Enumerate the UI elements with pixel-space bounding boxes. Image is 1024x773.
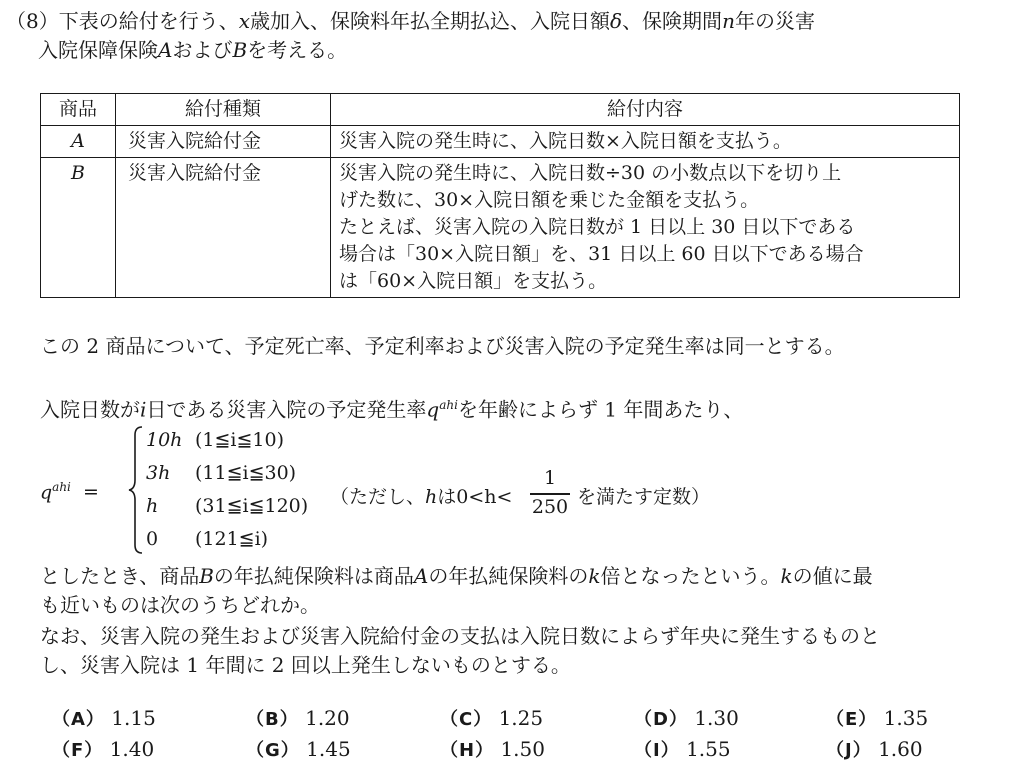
- question-line-4: し、災害入院は 1 年間に 2 回以上発生しないものとする。: [40, 653, 571, 677]
- option-label: （A）: [52, 709, 105, 730]
- question-line-1: [40, 563, 873, 589]
- option-value: 1.15: [111, 706, 156, 730]
- case-condition: (11≦i≦30): [195, 462, 297, 484]
- text: の年払純保険料は商品: [213, 564, 414, 588]
- fraction-bar: [530, 493, 570, 495]
- header-benefit-content: 給付内容: [331, 94, 960, 126]
- text: 日である災害入院の予定発生率: [146, 397, 427, 422]
- option-label: （C）: [440, 709, 493, 730]
- option-value: 1.35: [883, 706, 929, 730]
- benefit-type-cell: 災害入院給付金: [116, 158, 331, 298]
- answer-option-j[interactable]: [826, 736, 923, 762]
- text: （ただし、: [330, 486, 426, 508]
- text: は0<h<: [437, 486, 513, 508]
- content-line: 場合は「30×入院日額」を、31 日以上 60 日以下である場合: [339, 243, 864, 265]
- var-i: i: [140, 397, 147, 422]
- content-line: 災害入院の発生時に、入院日数×入院日額を支払う。: [339, 130, 792, 152]
- left-brace-icon: [128, 425, 144, 555]
- option-value: 1.25: [498, 706, 544, 730]
- answer-option-h[interactable]: [440, 736, 545, 762]
- incidence-rate-text: [40, 392, 743, 423]
- benefit-content-cell: [331, 126, 960, 158]
- fraction-denominator: 250: [531, 496, 569, 518]
- text: としたとき、商品: [40, 564, 200, 588]
- option-label: （E）: [826, 709, 878, 730]
- option-value: 1.20: [305, 706, 350, 730]
- text: の年払純保険料の: [428, 564, 589, 588]
- content-line: たとえば、災害入院の入院日数が 1 日以上 30 日以下である: [339, 216, 856, 238]
- intro-text: 、保険期間: [622, 9, 723, 33]
- assumption-text: この 2 商品について、予定死亡率、予定利率および災害入院の予定発生率は同一とする。: [40, 334, 845, 358]
- var-q: q: [40, 481, 53, 504]
- var-x: x: [238, 9, 251, 33]
- header-product: 商品: [41, 94, 116, 126]
- case-value: 0: [146, 528, 159, 550]
- superscript-ahi: ahi: [52, 480, 71, 494]
- option-value: 1.55: [686, 737, 731, 761]
- case-condition: (31≦i≦120): [195, 495, 309, 517]
- question-line-3: なお、災害入院の発生および災害入院給付金の支払は入院日数によらず年央に発生するものと: [40, 624, 880, 648]
- benefit-content-cell: [331, 158, 960, 298]
- question-line-2: も近いものは次のうちどれか。: [40, 593, 320, 617]
- benefit-table: [40, 93, 960, 298]
- option-label: （I）: [634, 740, 680, 761]
- option-value: 1.50: [500, 737, 545, 761]
- answer-option-g[interactable]: [246, 736, 351, 762]
- answer-option-c[interactable]: [440, 705, 543, 731]
- var-A: A: [158, 38, 173, 62]
- superscript-ahi: ahi: [439, 398, 458, 412]
- constant-note: [330, 482, 512, 509]
- content-line: 災害入院の発生時に、入院日数÷30 の小数点以下を切り上: [339, 162, 842, 184]
- var-A: A: [413, 564, 429, 588]
- option-label: （H）: [440, 740, 495, 761]
- product-cell: A: [41, 126, 116, 158]
- option-label: （D）: [634, 709, 688, 730]
- var-delta: δ: [610, 9, 623, 33]
- answer-option-a[interactable]: [52, 705, 156, 731]
- answer-option-f[interactable]: [52, 736, 154, 762]
- var-q: q: [426, 397, 440, 422]
- answer-option-e[interactable]: [826, 705, 928, 731]
- case-condition: (121≦i): [195, 528, 269, 550]
- answer-option-b[interactable]: [246, 705, 350, 731]
- equals-sign: =: [82, 481, 99, 504]
- case-value: 10h: [146, 429, 183, 451]
- intro-text: 歳加入、保険料年払全期払込、入院日額: [250, 9, 611, 33]
- var-n: n: [722, 9, 735, 33]
- problem-intro-line-1: [6, 8, 815, 34]
- content-line: げた数に、30×入院日額を乗じた金額を支払う。: [339, 189, 760, 211]
- intro-text: （8）下表の給付を行う、: [6, 9, 239, 33]
- piecewise-formula: [40, 425, 840, 555]
- text: の値に最: [792, 564, 873, 588]
- option-value: 1.30: [694, 706, 739, 730]
- option-value: 1.45: [306, 737, 351, 761]
- intro-text: および: [172, 38, 233, 62]
- option-label: （J）: [826, 740, 872, 761]
- var-k: k: [780, 564, 793, 588]
- var-h: h: [425, 486, 438, 508]
- content-line: は「60×入院日額」を支払う。: [339, 270, 608, 292]
- intro-text: 年の災害: [734, 9, 815, 33]
- option-label: （F）: [52, 740, 104, 761]
- problem-intro-line-2: [38, 37, 347, 63]
- answer-option-d[interactable]: [634, 705, 739, 731]
- table-header-row: [41, 94, 960, 126]
- text: を年齢によらず 1 年間あたり、: [457, 397, 744, 422]
- option-value: 1.60: [878, 737, 923, 761]
- benefit-type-cell: 災害入院給付金: [116, 126, 331, 158]
- table-row: [41, 126, 960, 158]
- fraction-numerator: 1: [543, 467, 557, 489]
- option-value: 1.40: [109, 737, 155, 761]
- case-value: h: [146, 495, 159, 517]
- formula-lhs: [40, 480, 99, 503]
- var-B: B: [232, 38, 248, 62]
- table-row: [41, 158, 960, 298]
- text: 倍となったという。: [600, 564, 781, 588]
- case-value: 3h: [146, 462, 171, 484]
- constant-note-end: を満たす定数）: [577, 486, 711, 508]
- var-B: B: [199, 564, 214, 588]
- var-k: k: [588, 564, 601, 588]
- option-label: （G）: [246, 740, 300, 761]
- intro-text: を考える。: [247, 38, 348, 62]
- intro-text: 入院保障保険: [38, 38, 158, 62]
- answer-option-i[interactable]: [634, 736, 731, 762]
- header-benefit-type: 給付種類: [116, 94, 331, 126]
- product-cell: B: [41, 158, 116, 298]
- option-label: （B）: [246, 709, 299, 730]
- case-condition: (1≦i≦10): [195, 429, 285, 451]
- text: 入院日数が: [40, 397, 140, 422]
